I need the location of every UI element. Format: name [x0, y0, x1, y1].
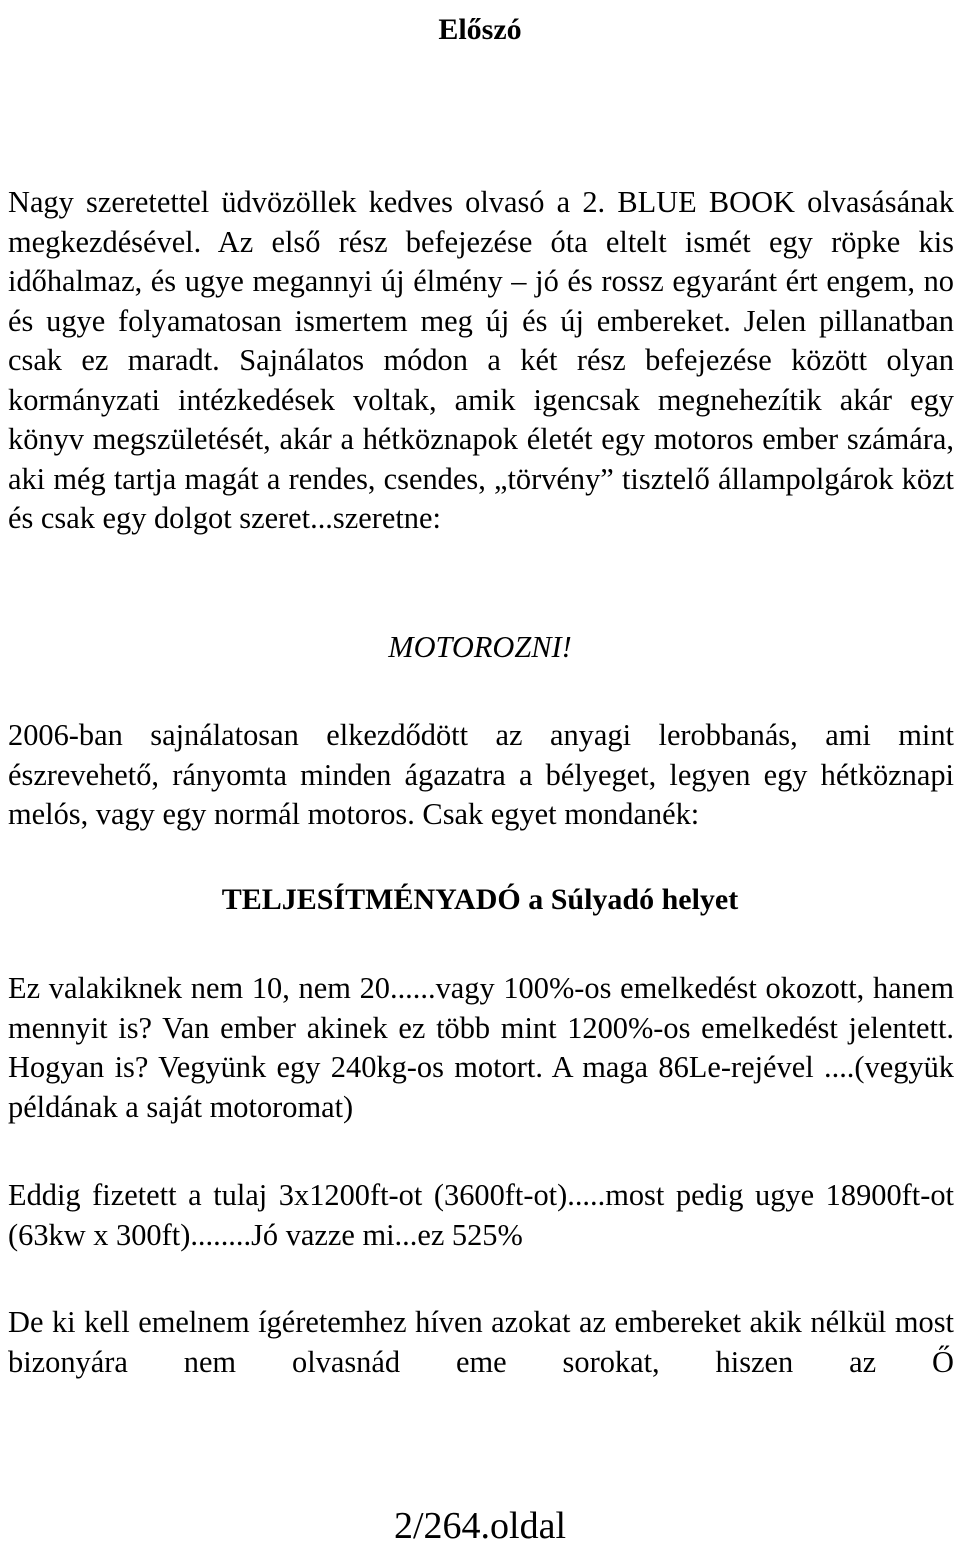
crisis-paragraph: 2006-ban sajnálatosan elkezdődött az anyagi lerobbanás, ami mint észrevehető, rányomta minden ágazatra a bélyeget, legyen egy hétköznapi melós, vagy egy normál motoros. Csak egyet mondanék: [8, 718, 954, 831]
intro-paragraph: Nagy szeretettel üdvözöllek kedves olvasó a 2. BLUE BOOK olvasásának megkezdésével. Az első rész befejezése óta eltelt ismét egy röpke kis időhalmaz, és ugye megannyi új élmény – jó és rossz egyaránt ért engem, no és ugye folyamatosan ismertem meg új és új embereket. Jelen pillanatban csak ez maradt. Sajnálatos módon a két rész befejezése között olyan kormányzati intézkedések voltak, amik igencsak megnehezítik akár egy könyv megszületését, akár a hétköznapok életét egy motoros ember számára, aki még tartja magát a rendes, csendes, „törvény” tisztelő állampolgárok közt és csak egy dolgot szeret...szeretne: [8, 185, 954, 535]
motorozni-exclamation: MOTOROZNI! [388, 630, 572, 664]
page-title: Előszó [438, 13, 522, 46]
page-number: 2/264.oldal [393, 1505, 567, 1547]
tax-heading: TELJESÍTMÉNYADÓ a Súlyadó helyet [221, 883, 739, 916]
calculation-paragraph: Eddig fizetett a tulaj 3x1200ft-ot (3600ft-ot).....most pedig ugye 18900ft-ot (63kw x 300ft)........Jó vazze mi...ez 525% [8, 1178, 954, 1252]
closing-paragraph: De ki kell emelnem ígéretemhez híven azokat az embereket akik nélkül most bizonyára nem olvasnád eme sorokat, hiszen az Ő [8, 1305, 954, 1379]
increase-paragraph: Ez valakiknek nem 10, nem 20......vagy 100%-os emelkedést okozott, hanem mennyit is? Van ember akinek ez több mint 1200%-os emelkedést jelentett. Hogyan is? Vegyünk egy 240kg-os motort. A maga 86Le-rejével ....(vegyük példának a saját motoromat) [8, 971, 954, 1124]
